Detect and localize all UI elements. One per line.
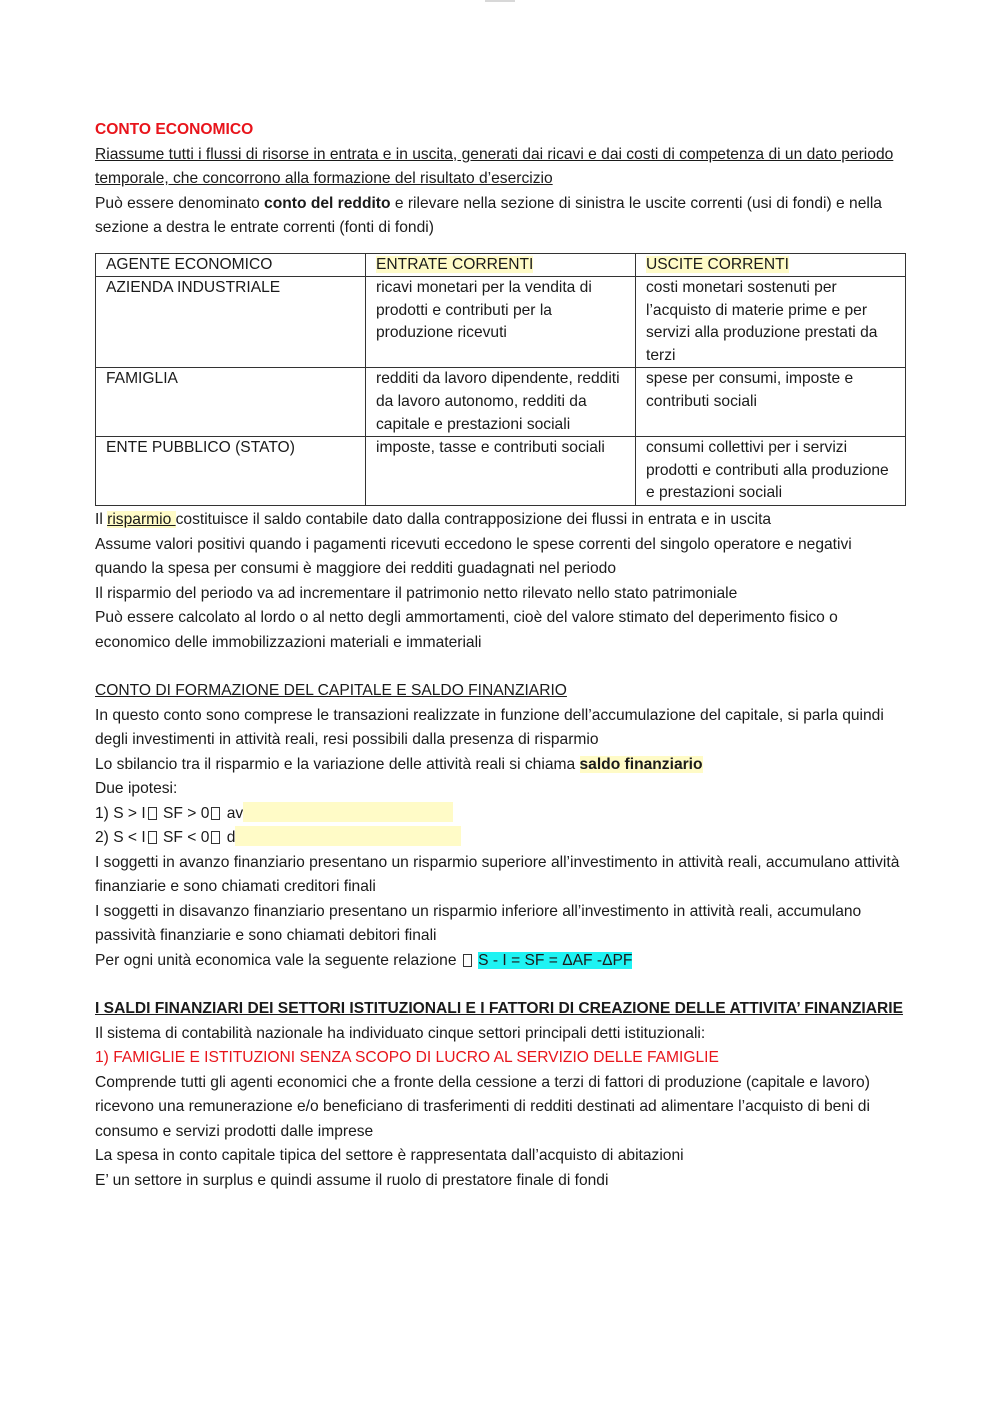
missing-glyph-icon	[211, 831, 220, 844]
table-header-cell: AGENTE ECONOMICO	[96, 253, 366, 277]
saldo-finanziario-term: saldo finanziario	[579, 755, 703, 773]
conto-reddito-term: conto del reddito	[264, 194, 391, 212]
intro-definition: Riassume tutti i flussi di risorse in entrata e in uscita, generati dai ricavi e dai costi di competenza di un dato periodo temporale, che concorrono alla formazione del risultato d’esercizio	[95, 145, 894, 187]
paragraph: I soggetti in disavanzo finanziario presentano un risparmio inferiore all’investimento in attività reali, accumulano passività finanziarie e sono chiamati debitori finali	[95, 902, 862, 945]
table-cell: AZIENDA INDUSTRIALE	[96, 277, 366, 368]
saldo-paragraph: Lo sbilancio tra il risparmio e la variazione delle attività reali si chiama saldo finanziario	[95, 755, 703, 773]
formula: S - I = SF = ΔAF -ΔPF	[478, 951, 633, 969]
table-cell: ENTE PUBBLICO (STATO)	[96, 437, 366, 506]
agents-table	[95, 253, 906, 507]
table-cell: imposte, tasse e contributi sociali	[366, 437, 636, 506]
paragraph: E’ un settore in surplus e quindi assume il ruolo di prestatore finale di fondi	[95, 1171, 609, 1189]
highlight-box	[243, 802, 453, 822]
highlight-box	[235, 826, 461, 846]
paragraph: I soggetti in avanzo finanziario presentano un risparmio superiore all’investimento in attività reali, accumulano attività finanziarie e sono chiamati creditori finali	[95, 853, 900, 896]
intro-paragraph: Può essere denominato conto del reddito e rilevare nella sezione di sinistra le uscite correnti (usi di fondi) e nella sezione a destra le entrate correnti (fonti di fondi)	[95, 194, 882, 236]
section-title: CONTO ECONOMICO	[95, 121, 254, 138]
table-cell: costi monetari sostenuti per l’acquisto di materie prime e per servizi alla produzione prestati da terzi	[636, 277, 906, 368]
missing-glyph-icon	[148, 807, 157, 820]
table-cell: ricavi monetari per la vendita di prodotti e contributi per la produzione ricevuti	[366, 277, 636, 368]
table-cell: FAMIGLIA	[96, 368, 366, 437]
paragraph: Il risparmio del periodo va ad incrementare il patrimonio netto rilevato nello stato patrimoniale	[95, 584, 738, 602]
table-row	[96, 277, 906, 368]
paragraph: Il sistema di contabilità nazionale ha individuato cinque settori principali detti istituzionali:	[95, 1024, 706, 1042]
paragraph: Comprende tutti gli agenti economici che a fronte della cessione a terzi di fattori di produzione (capitale e lavoro) ricevono una remunerazione e/o beneficiano di trasferimenti di redditi destinati ad alimentare l’acquisto di beni di consumo e servizi prodotti dalle imprese	[95, 1073, 870, 1140]
table-cell: spese per consumi, imposte e contributi sociali	[636, 368, 906, 437]
missing-glyph-icon	[211, 807, 220, 820]
formula-paragraph: Per ogni unità economica vale la seguente relazione S - I = SF = ΔAF -ΔPF	[95, 951, 633, 969]
missing-glyph-icon	[463, 954, 472, 967]
table-cell: consumi collettivi per i servizi prodotti e contributi alla produzione e prestazioni sociali	[636, 437, 906, 506]
hypothesis-1: 1) S > I SF > 0 av	[95, 802, 907, 827]
section-heading: I SALDI FINANZIARI DEI SETTORI ISTITUZIONALI E I FATTORI DI CREAZIONE DELLE ATTIVITA’ FINANZIARIE	[95, 1000, 903, 1018]
paragraph: Due ipotesi:	[95, 780, 178, 798]
risparmio-term: risparmio	[107, 511, 176, 529]
section-heading: CONTO DI FORMAZIONE DEL CAPITALE E SALDO FINANZIARIO	[95, 682, 567, 700]
paragraph: Può essere calcolato al lordo o al netto degli ammortamenti, cioè del valore stimato del deperimento fisico o economico delle immobilizzazioni materiali e immateriali	[95, 609, 838, 651]
table-header-row	[96, 253, 906, 277]
missing-glyph-icon	[148, 831, 157, 844]
subsection-heading: 1) FAMIGLIE E ISTITUZIONI SENZA SCOPO DI LUCRO AL SERVIZIO DELLE FAMIGLIE	[95, 1049, 719, 1067]
risparmio-definition: Il risparmio costituisce il saldo contabile dato dalla contrapposizione dei flussi in entrata e in uscita	[95, 511, 772, 529]
paragraph: In questo conto sono comprese le transazioni realizzate in funzione dell’accumulazione del capitale, si parla quindi degli investimenti in attività reali, resi possibili dalla presenza di risparmio	[95, 706, 884, 749]
document-body	[95, 118, 907, 1193]
paragraph: Assume valori positivi quando i pagamenti ricevuti eccedono le spese correnti del singolo operatore e negativi quando la spesa per consumi è maggiore dei redditi guadagnati nel periodo	[95, 535, 852, 578]
paragraph: La spesa in conto capitale tipica del settore è rappresentata dall’acquisto di abitazioni	[95, 1147, 684, 1165]
hypothesis-2: 2) S < I SF < 0 d	[95, 826, 907, 851]
header-mark	[485, 0, 515, 3]
table-row	[96, 437, 906, 506]
table-cell: redditi da lavoro dipendente, redditi da lavoro autonomo, redditi da capitale e prestazioni sociali	[366, 368, 636, 437]
table-header-cell: USCITE CORRENTI	[636, 253, 906, 277]
table-header-cell: ENTRATE CORRENTI	[366, 253, 636, 277]
table-row	[96, 368, 906, 437]
